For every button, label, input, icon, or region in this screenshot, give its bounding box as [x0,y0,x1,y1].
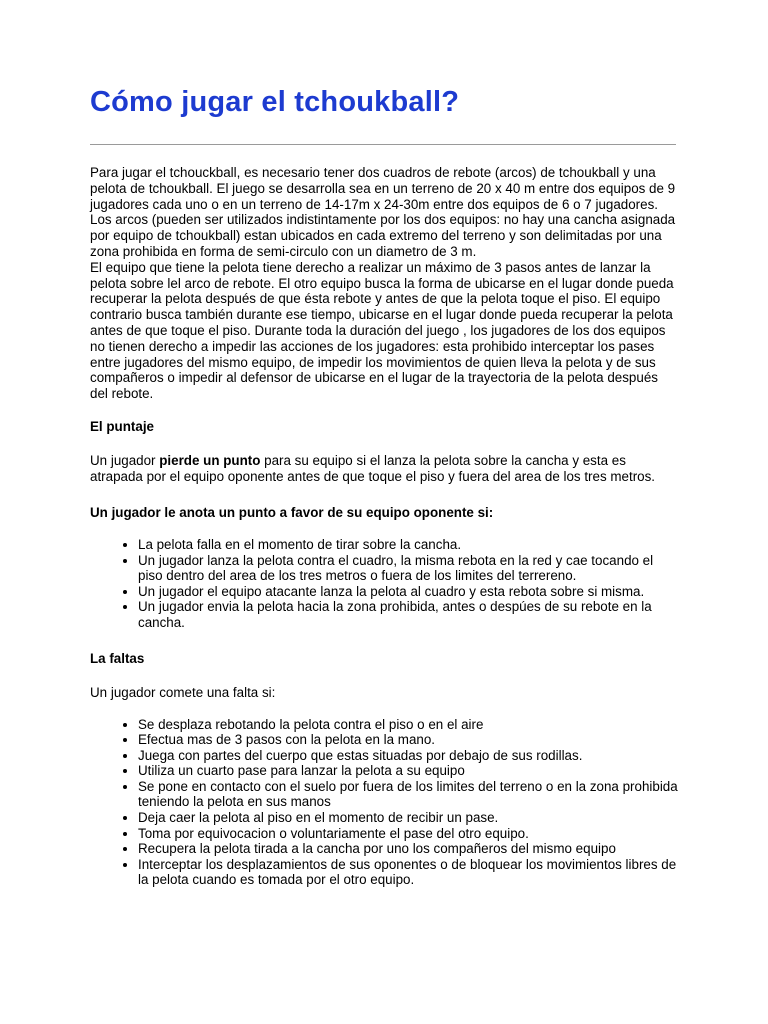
list-item: • Efectua mas de 3 pasos con la pelota en la mano. [138,732,678,748]
puntaje-paragraph [90,453,678,485]
list-item: • Un jugador el equipo atacante lanza la pelota al cuadro y esta rebota sobre si misma. [138,584,678,600]
list-item: • Deja caer la pelota al piso en el momento de recibir un pase. [138,810,678,826]
intro-paragraph-1: Para jugar el tchouckball, es necesario tener dos cuadros de rebote (arcos) de tchoukball y una pelota de tchoukball. El juego se desarrolla sea en un terreno de 20 x 40 m entre dos equipos de 9 jugadores cada uno o en un terreno de 14-17m x 24-30m entre dos equipos de 6 o 7 jugadores. Los arcos (pueden ser utilizados indistintamente por los dos equipos: no hay una cancha asignada por equipo de tchoukball) estan ubicados en cada extremo del terreno y son delimitadas por una zona prohibida en forma de semi-circulo con un diametro de 3 m. [90,165,676,259]
list-item: • Utiliza un cuarto pase para lanzar la pelota a su equipo [138,763,678,779]
title-divider [90,144,676,145]
section-heading-puntaje: El puntaje [90,418,154,434]
anota-list [90,537,678,631]
list-item: • Interceptar los desplazamientos de sus oponentes o de bloquear los movimientos libres de la pelota cuando es tomada por el otro equipo. [138,857,678,888]
intro-paragraph-2: El equipo que tiene la pelota tiene derecho a realizar un máximo de 3 pasos antes de lanzar la pelota sobre lel arco de rebote. El otro equipo busca la forma de ubicarse en el lugar donde pueda recuperar la pelota después de que ésta rebote y antes de que la pelota toque el piso. El equipo contrario busca también durante ese tiempo, ubicarse en el lugar donde pueda recuperar la pelota antes de que toque el piso. Durante toda la duración del juego , los jugadores de los dos equipos no tienen derecho a impedir las acciones de los jugadores: esta prohibido interceptar los pases entre jugadores del mismo equipo, de impedir los movimientos de quien lleva la pelota y de sus compañeros o impedir al defensor de ubicarse en el lugar de la trayectoria de la pelota después del rebote. [90,259,674,402]
faltas-list [90,717,678,889]
list-item: • Se pone en contacto con el suelo por fuera de los limites del terreno o en la zona prohibida teniendo la pelota en sus manos [138,779,678,810]
list-item: • Recupera la pelota tirada a la cancha por uno los compañeros del mismo equipo [138,841,678,857]
section-subheading-anota: Un jugador le anota un punto a favor de su equipo oponente si: [90,504,494,520]
section-heading-faltas: La faltas [90,650,145,666]
list-item: • Se desplaza rebotando la pelota contra el piso o en el aire [138,717,678,733]
page-title: Cómo jugar el tchoukball? [90,86,460,118]
list-item: • Toma por equivocacion o voluntariamente el pase del otro equipo. [138,826,678,842]
list-item: • Juega con partes del cuerpo que estas situadas por debajo de sus rodillas. [138,748,678,764]
list-item: • Un jugador lanza la pelota contra el cuadro, la misma rebota en la red y cae tocando el piso dentro del area de los tres metros o fuera de los limites del terrereno. [138,553,678,584]
puntaje-text-start: Un jugador [90,452,160,468]
puntaje-text-end: para su equipo si el lanza la pelota sobre la cancha y esta es atrapada por el equipo oponente antes de que toque el piso y fuera del area de los tres metros. [90,452,656,484]
faltas-paragraph: Un jugador comete una falta si: [90,684,276,700]
list-item: • La pelota falla en el momento de tirar sobre la cancha. [138,537,678,553]
list-item: • Un jugador envia la pelota hacia la zona prohibida, antes o despúes de su rebote en la cancha. [138,599,678,630]
puntaje-text-bold: pierde un punto [159,452,261,468]
intro-section [90,165,678,402]
